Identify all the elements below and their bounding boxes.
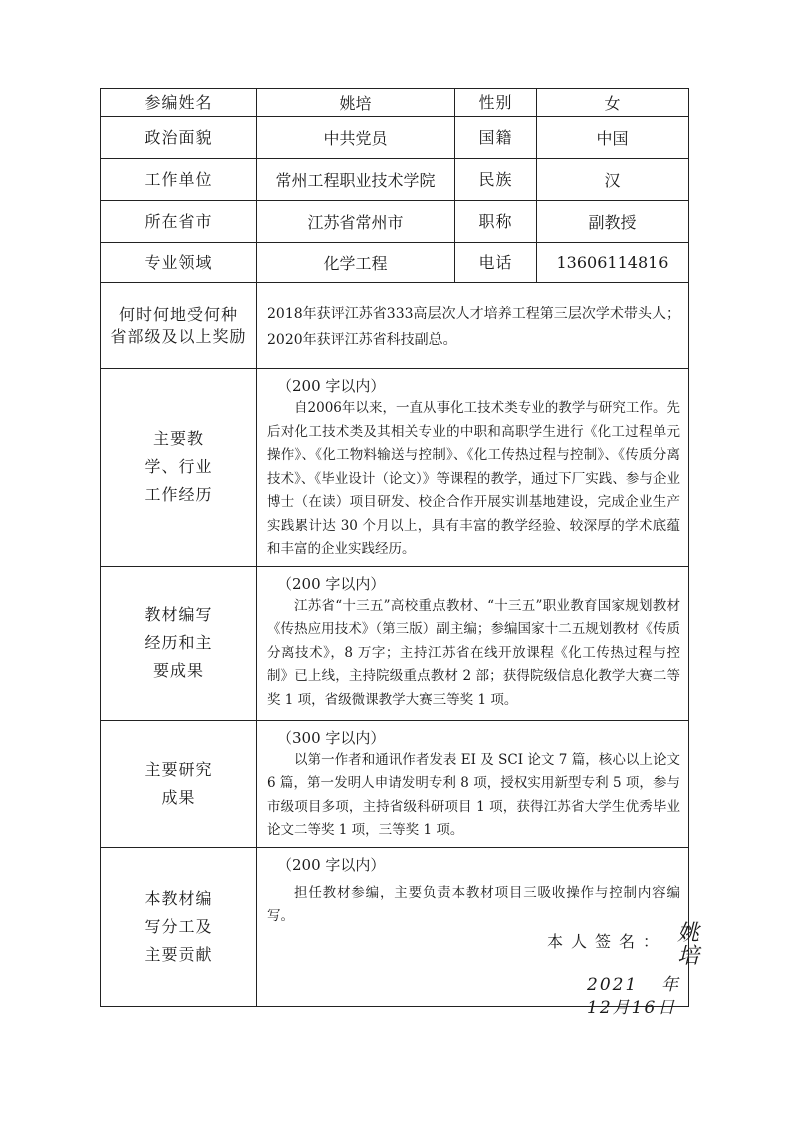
experience-cell xyxy=(257,369,689,567)
form-sheet xyxy=(100,88,699,1018)
label-contribution-line2: 写分工及 xyxy=(144,916,213,936)
row-contribution xyxy=(101,847,689,1006)
research-limit: （300 字以内） xyxy=(277,728,386,747)
value-phone: 13606114816 xyxy=(537,243,689,283)
contribution-limit: （200 字以内） xyxy=(277,855,386,874)
row-work-unit xyxy=(101,159,689,201)
row-location xyxy=(101,201,689,243)
value-location: 江苏省常州市 xyxy=(257,201,455,243)
textbooks-cell xyxy=(257,566,689,720)
label-experience-line1: 主要教 xyxy=(152,429,204,449)
label-name: 参编姓名 xyxy=(101,89,257,117)
label-contribution xyxy=(101,847,257,1006)
label-location: 所在省市 xyxy=(101,201,257,243)
label-experience-line2: 学、行业 xyxy=(144,457,213,477)
research-cell xyxy=(257,720,689,847)
value-name: 姚培 xyxy=(257,89,455,117)
label-awards xyxy=(101,283,257,369)
textbooks-text: 江苏省“十三五”高校重点教材、“十三五”职业教育国家规划教材《传热应用技术》（第三版）副主编；参编国家十二五规划教材《传质分离技术》，8 万字；主持江苏省在线开放课程《化工传热过程与控制》已上线，主持院级重点教材 2 部；获得院级信息化教学大赛二等奖 1 项，省级微课教学大赛三等奖 1 项。 xyxy=(267,597,680,708)
label-textbooks-line3: 要成果 xyxy=(152,661,204,680)
label-awards-line1: 何时何地受何种 xyxy=(118,304,238,324)
value-nationality: 中国 xyxy=(537,117,689,159)
value-ethnicity: 汉 xyxy=(537,159,689,201)
label-gender: 性别 xyxy=(455,89,537,117)
value-politics: 中共党员 xyxy=(257,117,455,159)
label-phone: 电话 xyxy=(455,243,537,283)
signature-date: 2021年 12月16日 xyxy=(587,974,680,1018)
awards-text: 2018年获评江苏省333高层次人才培养工程第三层次学术带头人；2020年获评江苏省科技副总。 xyxy=(257,283,689,369)
row-awards xyxy=(101,283,689,369)
contribution-body xyxy=(267,882,699,1018)
label-research-line1: 主要研究 xyxy=(144,759,213,779)
row-research xyxy=(101,720,689,847)
experience-limit: （200 字以内） xyxy=(277,377,386,395)
value-work-unit: 常州工程职业技术学院 xyxy=(257,159,455,201)
label-contribution-line3: 主要贡献 xyxy=(144,944,213,964)
label-work-unit: 工作单位 xyxy=(101,159,257,201)
label-nationality: 国籍 xyxy=(455,117,537,159)
handwritten-signature: 姚培 xyxy=(677,920,699,969)
label-textbooks-line1: 教材编写 xyxy=(144,605,213,624)
signature-label: 本人签名： xyxy=(547,931,668,951)
label-awards-line2: 省部级及以上奖励 xyxy=(110,326,247,346)
value-title: 副教授 xyxy=(537,201,689,243)
label-field: 专业领域 xyxy=(101,243,257,283)
value-gender: 女 xyxy=(537,89,689,117)
row-name xyxy=(101,89,689,117)
label-research xyxy=(101,720,257,847)
row-field xyxy=(101,243,689,283)
row-politics xyxy=(101,117,689,159)
row-experience xyxy=(101,369,689,567)
label-textbooks xyxy=(101,566,257,720)
label-politics: 政治面貌 xyxy=(101,117,257,159)
label-textbooks-line2: 经历和主 xyxy=(144,633,213,652)
label-research-line2: 成果 xyxy=(161,787,196,807)
contribution-cell xyxy=(257,847,699,1018)
row-textbooks xyxy=(101,566,689,720)
info-table xyxy=(100,88,699,1018)
label-experience xyxy=(101,369,257,567)
label-ethnicity: 民族 xyxy=(455,159,537,201)
textbooks-limit: （200 字以内） xyxy=(277,574,386,593)
experience-text: 自2006年以来，一直从事化工技术类专业的教学与研究工作。先后对化工技术类及其相关专业的中职和高职学生进行《化工过程单元操作》、《化工物料输送与控制》、《化工传热过程与控制》、《传质分离技术》、《毕业设计（论文）》等课程的教学，通过下厂实践、参与企业博士（在读）项目研发、校企合作开展实训基地建设，完成企业生产实践累计达 30 个月以上，具有丰富的教学经验、较深厚的学术底蕴和丰富的企业实践经历。 xyxy=(267,400,680,557)
label-contribution-line1: 本教材编 xyxy=(144,888,213,908)
contribution-text: 担任教材参编，主要负责本教材项目三吸收操作与控制内容编写。 xyxy=(267,884,680,924)
label-title: 职称 xyxy=(455,201,537,243)
value-field: 化学工程 xyxy=(257,243,455,283)
label-experience-line3: 工作经历 xyxy=(144,485,213,505)
research-text: 以第一作者和通讯作者发表 EI 及 SCI 论文 7 篇，核心以上论文 6 篇，第一发明人申请发明专利 8 项，授权实用新型专利 5 项，参与市级项目多项，主持省级科研项目 1 项，获得江苏省大学生优秀毕业论文二等奖 1 项，三等奖 1 项。 xyxy=(267,751,680,838)
